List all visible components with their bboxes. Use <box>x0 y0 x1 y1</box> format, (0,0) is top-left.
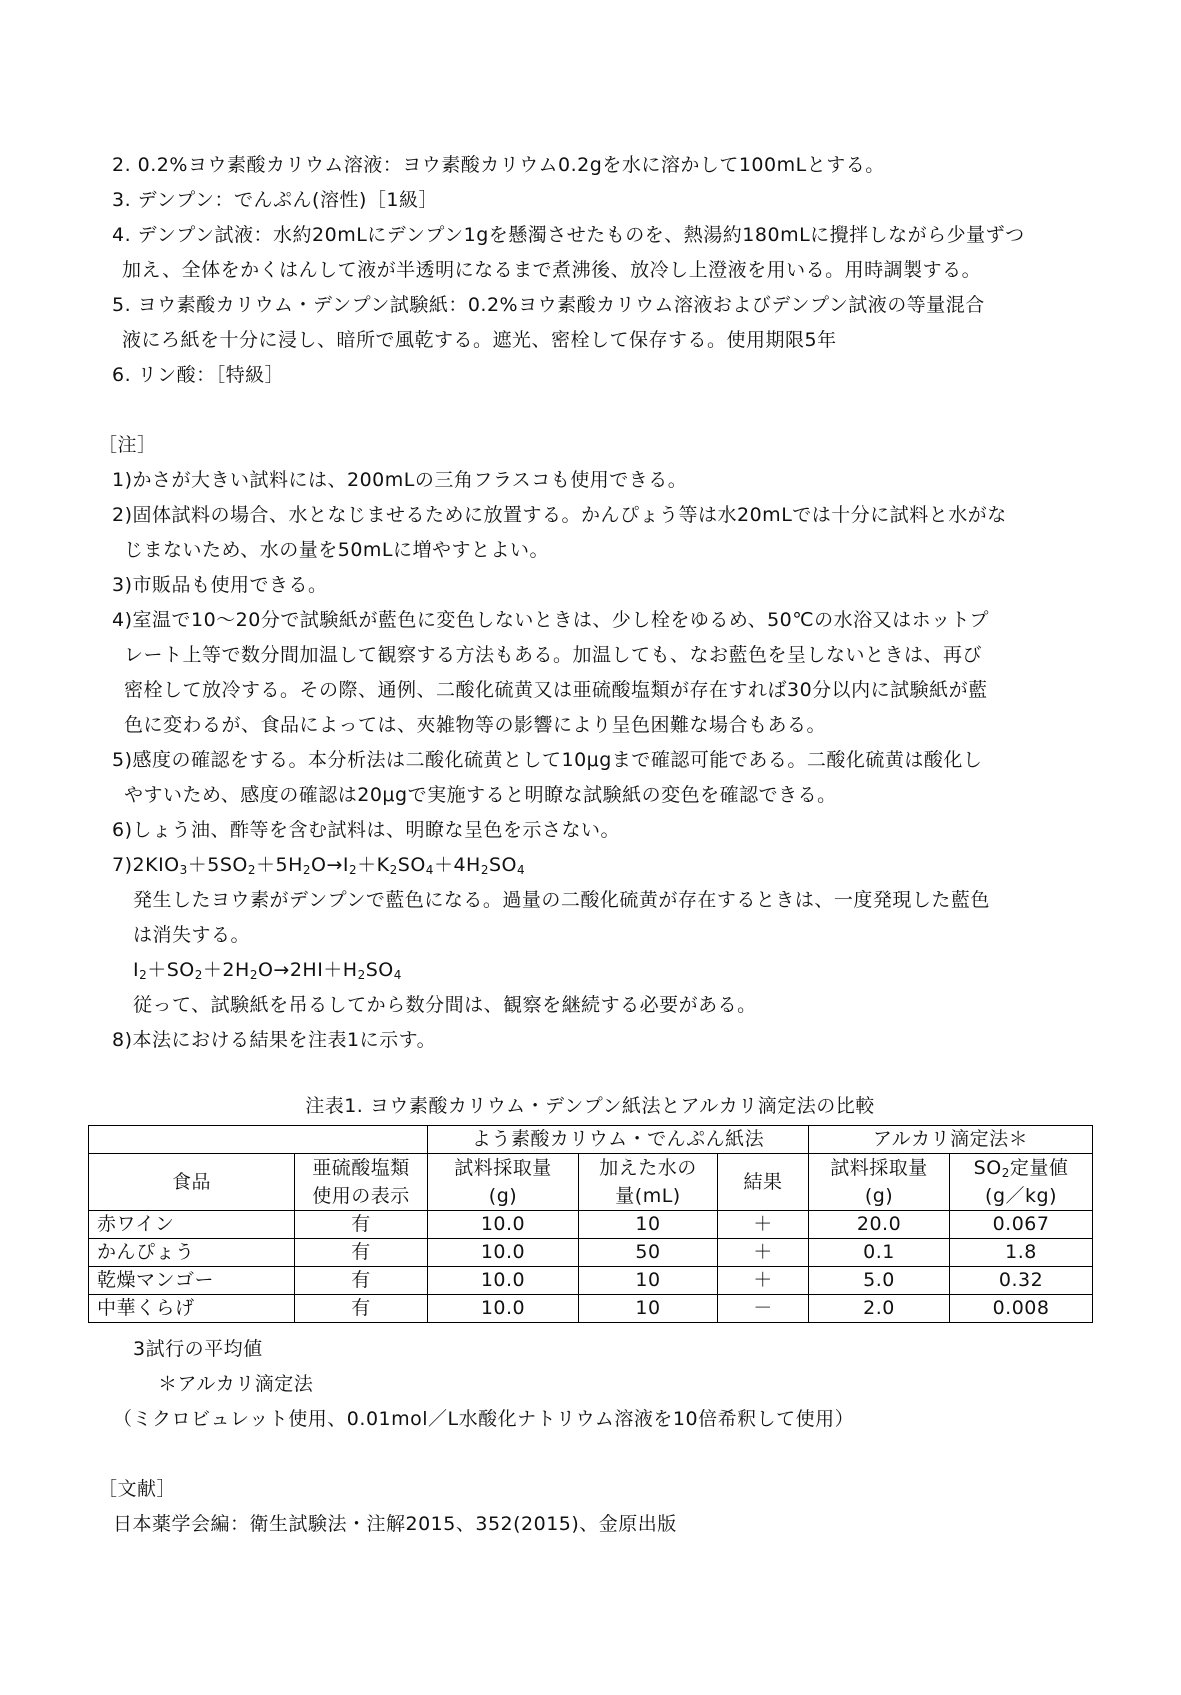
cell-result: ＋ <box>718 1239 809 1267</box>
note-2: 2)固体試料の場合、水となじませるために放置する。かんぴょう等は水20mLでは十分に試料と水がな <box>112 504 1007 526</box>
note-4-cont-3: 色に変わるが、食品によっては、夾雑物等の影響により呈色困難な場合もある。 <box>124 714 827 736</box>
note-6: 6)しょう油、酢等を含む試料は、明瞭な呈色を示さない。 <box>112 819 621 841</box>
note-7-text-3: 従って、試験紙を吊るしてから数分間は、観察を継続する必要がある。 <box>133 994 757 1016</box>
comparison-table <box>88 1125 1093 1323</box>
note-5: 5)感度の確認をする。本分析法は二酸化硫黄として10μgまで確認可能である。二酸化硫黄は酸化し <box>112 749 983 771</box>
notes-heading: ［注］ <box>98 434 157 456</box>
cell-label: 有 <box>295 1239 428 1267</box>
cell-so2: 1.8 <box>950 1239 1093 1267</box>
cell-sample: 10.0 <box>428 1211 579 1239</box>
header-so2-value: $SO_2$定量値 (g／kg) <box>950 1154 1093 1211</box>
header-result: 結果 <box>718 1154 809 1211</box>
references-heading: ［文献］ <box>98 1478 177 1500</box>
cell-food: 乾燥マンゴー <box>89 1267 295 1295</box>
table-note-alkali-detail: （ミクロビュレット使用、0.01mol／L水酸化ナトリウム溶液を10倍希釈して使用） <box>113 1408 855 1430</box>
reagent-item-5: 5. ヨウ素酸カリウム・デンプン試験紙：0.2%ヨウ素酸カリウム溶液およびデンプン試液の等量混合 <box>112 294 985 316</box>
reagent-item-6: 6. リン酸：［特級］ <box>112 364 285 386</box>
table-row <box>89 1267 1093 1295</box>
cell-alkali-sample: 0.1 <box>809 1239 950 1267</box>
cell-so2: 0.32 <box>950 1267 1093 1295</box>
note-7-equation-2: $I_2+SO_2+2H_2O\to 2HI+H_2SO_4$ <box>133 959 402 982</box>
cell-so2: 0.067 <box>950 1211 1093 1239</box>
table-caption: 注表1. ヨウ素酸カリウム・デンプン紙法とアルカリ滴定法の比較 <box>305 1095 875 1117</box>
reagent-item-2: 2. 0.2%ヨウ素酸カリウム溶液：ヨウ素酸カリウム0.2gを水に溶かして100mLとする。 <box>112 154 885 176</box>
cell-water: 10 <box>579 1267 718 1295</box>
note-2-cont: じまないため、水の量を50mLに増やすとよい。 <box>124 539 550 561</box>
note-7-equation-1: $7)2KIO_3+5SO_2+5H_2O\to I_2+K_2SO_4+4H_2SO_4$ <box>112 854 526 877</box>
cell-alkali-sample: 2.0 <box>809 1295 950 1323</box>
reagent-item-4-cont: 加え、全体をかくはんして液が半透明になるまで煮沸後、放冷し上澄液を用いる。用時調製する。 <box>122 259 982 281</box>
group-header-kio3-method: よう素酸カリウム・でんぷん紙法 <box>428 1126 809 1154</box>
note-7-text-1: 発生したヨウ素がデンプンで藍色になる。過量の二酸化硫黄が存在するときは、一度発現した藍色 <box>133 889 990 911</box>
note-8: 8)本法における結果を注表1に示す。 <box>112 1029 437 1051</box>
note-4-cont-1: レート上等で数分間加温して観察する方法もある。加温しても、なお藍色を呈しないときは、再び <box>124 644 983 666</box>
header-alkali-sample-amount: 試料採取量 (g) <box>809 1154 950 1211</box>
cell-water: 10 <box>579 1211 718 1239</box>
cell-food: 中華くらげ <box>89 1295 295 1323</box>
header-water-amount: 加えた水の 量(mL) <box>579 1154 718 1211</box>
table-row <box>89 1239 1093 1267</box>
cell-sample: 10.0 <box>428 1295 579 1323</box>
cell-sample: 10.0 <box>428 1239 579 1267</box>
table-header-row <box>89 1154 1093 1211</box>
group-header-empty <box>89 1126 428 1154</box>
header-food: 食品 <box>89 1154 295 1211</box>
reference-item: 日本薬学会編：衛生試験法・注解2015、352(2015)、金原出版 <box>113 1513 677 1535</box>
cell-alkali-sample: 5.0 <box>809 1267 950 1295</box>
table-row <box>89 1211 1093 1239</box>
note-3: 3)市販品も使用できる。 <box>112 574 328 596</box>
note-4-cont-2: 密栓して放冷する。その際、通例、二酸化硫黄又は亜硫酸塩類が存在すれば30分以内に試験紙が藍 <box>124 679 988 701</box>
cell-result: ＋ <box>718 1267 809 1295</box>
cell-label: 有 <box>295 1211 428 1239</box>
cell-label: 有 <box>295 1295 428 1323</box>
reagent-item-4: 4. デンプン試液：水約20mLにデンプン1gを懸濁させたものを、熱湯約180mLに攪拌しながら少量ずつ <box>112 224 1025 246</box>
cell-alkali-sample: 20.0 <box>809 1211 950 1239</box>
cell-food: 赤ワイン <box>89 1211 295 1239</box>
table-note-average: 3試行の平均値 <box>133 1338 263 1360</box>
cell-sample: 10.0 <box>428 1267 579 1295</box>
note-5-cont: やすいため、感度の確認は20μgで実施すると明瞭な試験紙の変色を確認できる。 <box>124 784 837 806</box>
cell-so2: 0.008 <box>950 1295 1093 1323</box>
note-7-text-2: は消失する。 <box>133 924 251 946</box>
table-row <box>89 1295 1093 1323</box>
table-group-header-row <box>89 1126 1093 1154</box>
header-sample-amount: 試料採取量 (g) <box>428 1154 579 1211</box>
cell-food: かんぴょう <box>89 1239 295 1267</box>
cell-water: 50 <box>579 1239 718 1267</box>
cell-label: 有 <box>295 1267 428 1295</box>
note-1: 1)かさが大きい試料には、200mLの三角フラスコも使用できる。 <box>112 469 688 491</box>
cell-result: － <box>718 1295 809 1323</box>
reagent-item-3: 3. デンプン：でんぷん(溶性)［1級］ <box>112 189 438 211</box>
cell-water: 10 <box>579 1295 718 1323</box>
reagent-item-5-cont: 液にろ紙を十分に浸し、暗所で風乾する。遮光、密栓して保存する。使用期限5年 <box>122 329 837 351</box>
group-header-alkali-method: アルカリ滴定法＊ <box>809 1126 1093 1154</box>
header-sulfite-label: 亜硫酸塩類 使用の表示 <box>295 1154 428 1211</box>
note-4: 4)室温で10～20分で試験紙が藍色に変色しないときは、少し栓をゆるめ、50℃の水浴又はホットプ <box>112 609 990 631</box>
cell-result: ＋ <box>718 1211 809 1239</box>
table-note-alkali-title: ＊アルカリ滴定法 <box>158 1373 314 1395</box>
